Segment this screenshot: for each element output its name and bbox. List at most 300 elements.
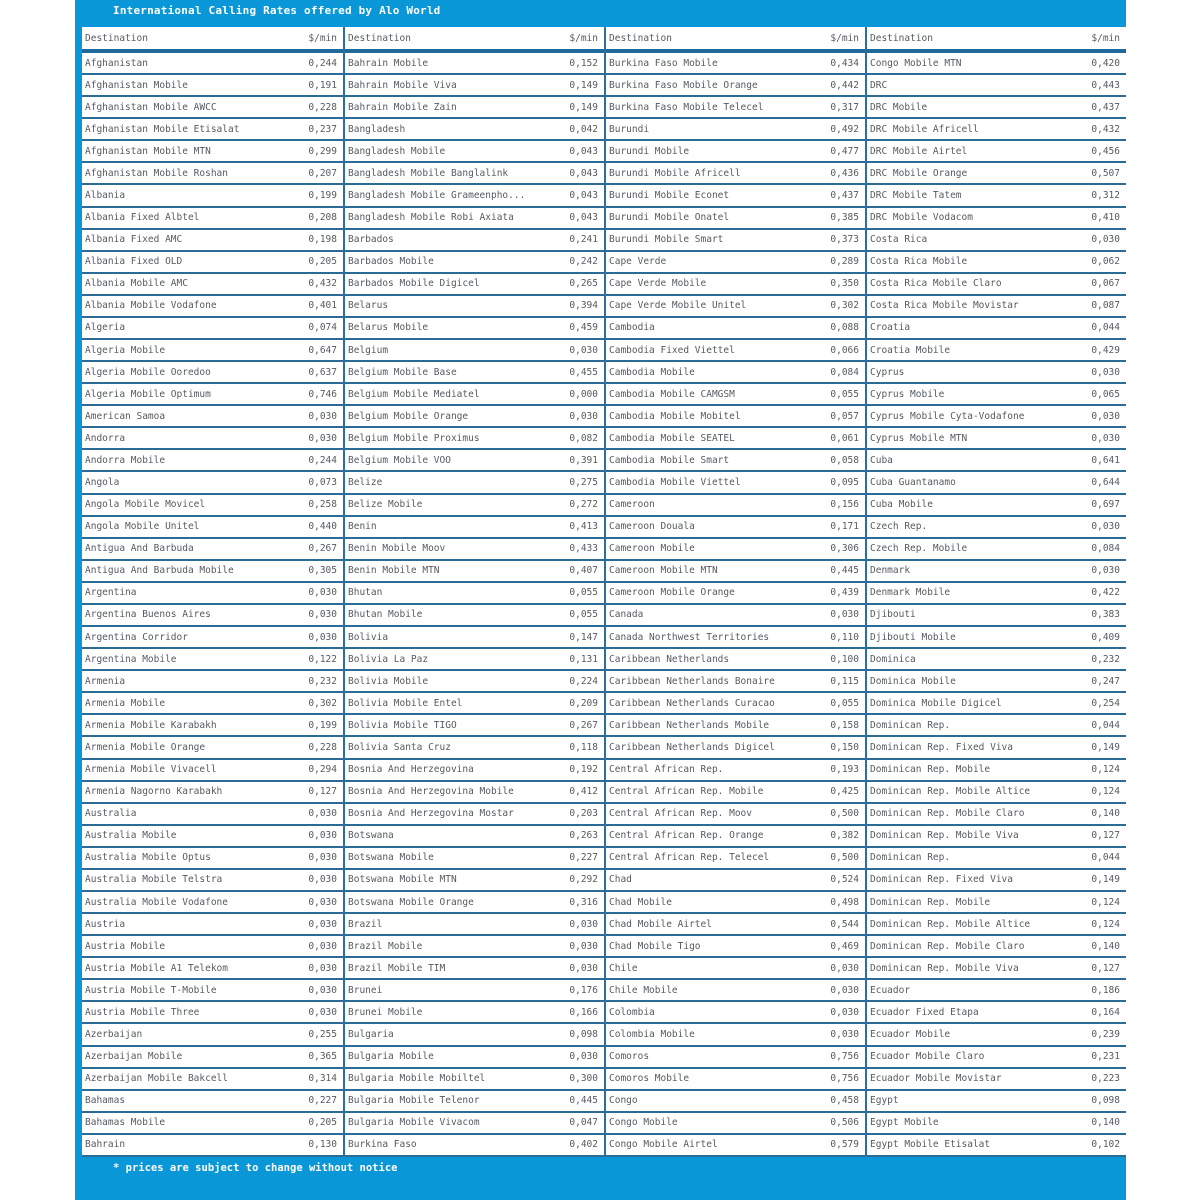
destination-cell: Bangladesh Mobile Grameenpho...	[348, 190, 526, 201]
destination-cell: Australia Mobile Optus	[85, 852, 211, 864]
rate-cell: 0,203	[569, 808, 598, 820]
rate-cell: 0,443	[1091, 79, 1120, 91]
destination-cell: Caribbean Netherlands Digicel	[609, 741, 775, 753]
header-destination: Destination	[870, 32, 933, 44]
destination-cell: Albania Fixed Albtel	[85, 212, 200, 224]
table-row	[345, 1113, 604, 1135]
rate-cell: 0,030	[308, 852, 337, 864]
rate-cell: 0,066	[830, 344, 859, 356]
rate-cell: 0,044	[1091, 719, 1120, 731]
table-header-row	[82, 27, 343, 53]
destination-cell: Cambodia Fixed Viettel	[609, 344, 735, 356]
table-row	[606, 185, 865, 207]
rate-cell: 0,267	[569, 719, 598, 731]
rate-cell: 0,030	[1091, 521, 1120, 533]
destination-cell: Angola Mobile Unitel	[85, 521, 200, 533]
destination-cell: Argentina Corridor	[85, 631, 188, 643]
rate-cell: 0,030	[308, 432, 337, 444]
table-row	[345, 737, 604, 759]
table-row	[345, 1091, 604, 1113]
table-row	[82, 649, 343, 671]
rate-cell: 0,746	[308, 388, 337, 400]
destination-cell: Argentina	[85, 587, 137, 599]
table-row	[867, 1091, 1126, 1113]
destination-cell: Austria Mobile T-Mobile	[85, 984, 217, 996]
table-row	[606, 97, 865, 119]
header-destination: Destination	[348, 32, 411, 44]
rate-cell: 0,244	[308, 57, 337, 69]
rate-cell: 0,030	[1091, 366, 1120, 378]
destination-cell: Croatia Mobile	[870, 344, 951, 356]
destination-cell: Dominican Rep.	[870, 719, 951, 731]
destination-cell: Armenia Mobile Orange	[85, 741, 206, 753]
destination-cell: Afghanistan Mobile AWCC	[85, 101, 217, 113]
rate-cell: 0,641	[1091, 454, 1120, 466]
rate-cell: 0,265	[569, 278, 598, 290]
table-row	[867, 649, 1126, 671]
rate-cell: 0,524	[830, 874, 859, 886]
destination-cell: Antigua And Barbuda	[85, 543, 194, 555]
rate-cell: 0,030	[569, 962, 598, 974]
rate-cell: 0,147	[569, 631, 598, 643]
table-row	[867, 693, 1126, 715]
rate-cell: 0,425	[830, 786, 859, 798]
destination-cell: Austria Mobile A1 Telekom	[85, 962, 228, 974]
rate-cell: 0,124	[1091, 896, 1120, 908]
table-row	[867, 495, 1126, 517]
rate-cell: 0,239	[1091, 1028, 1120, 1040]
rate-cell: 0,095	[830, 477, 859, 489]
rate-cell: 0,292	[569, 874, 598, 886]
table-row	[82, 693, 343, 715]
rate-cell: 0,267	[308, 543, 337, 555]
destination-cell: Armenia Mobile	[85, 697, 166, 709]
table-row	[606, 230, 865, 252]
destination-cell: Dominican Rep. Mobile Claro	[870, 808, 1025, 820]
table-row	[345, 53, 604, 75]
table-header-row	[867, 27, 1126, 53]
table-row	[82, 340, 343, 362]
table-row	[867, 1113, 1126, 1135]
table-row	[606, 848, 865, 870]
rates-panel	[75, 0, 1126, 1200]
rate-cell: 0,030	[308, 962, 337, 974]
table-row	[867, 760, 1126, 782]
table-row	[345, 1024, 604, 1046]
destination-cell: Bangladesh Mobile Banglalink	[348, 167, 509, 179]
destination-cell: Armenia Nagorno Karabakh	[85, 786, 223, 798]
destination-cell: Ecuador Fixed Etapa	[870, 1006, 979, 1018]
table-row	[606, 75, 865, 97]
rate-cell: 0,199	[308, 190, 337, 201]
rate-cell: 0,124	[1091, 918, 1120, 930]
rate-cell: 0,223	[1091, 1073, 1120, 1085]
rate-cell: 0,255	[308, 1028, 337, 1040]
destination-cell: Colombia Mobile	[609, 1028, 695, 1040]
rate-cell: 0,140	[1091, 940, 1120, 952]
destination-cell: Bhutan	[348, 587, 383, 599]
table-row	[867, 914, 1126, 936]
table-row	[345, 97, 604, 119]
rate-cell: 0,102	[1091, 1139, 1120, 1151]
destination-cell: Andorra	[85, 432, 126, 444]
rate-cell: 0,507	[1091, 167, 1120, 179]
table-row	[82, 826, 343, 848]
rate-cell: 0,394	[569, 300, 598, 312]
destination-cell: Brazil Mobile TIM	[348, 962, 446, 974]
rate-cell: 0,000	[569, 388, 598, 400]
rate-cell: 0,254	[1091, 697, 1120, 709]
rate-cell: 0,088	[830, 322, 859, 334]
destination-cell: Colombia	[609, 1006, 655, 1018]
destination-cell: Bahrain Mobile Zain	[348, 101, 457, 113]
table-row	[345, 958, 604, 980]
destination-cell: Botswana Mobile	[348, 852, 434, 864]
table-row	[345, 980, 604, 1002]
rate-cell: 0,244	[308, 454, 337, 466]
destination-cell: Bosnia And Herzegovina Mobile	[348, 786, 514, 798]
rate-cell: 0,030	[308, 631, 337, 643]
rate-cell: 0,115	[830, 675, 859, 687]
destination-cell: DRC Mobile Airtel	[870, 145, 968, 157]
rate-cell: 0,150	[830, 741, 859, 753]
rate-cell: 0,118	[569, 741, 598, 753]
table-header-row	[606, 27, 865, 53]
destination-cell: DRC Mobile Africell	[870, 123, 979, 135]
table-row	[345, 163, 604, 185]
destination-cell: Dominican Rep. Mobile Claro	[870, 940, 1025, 952]
destination-cell: Costa Rica Mobile	[870, 256, 968, 268]
table-row	[345, 583, 604, 605]
destination-cell: Barbados	[348, 234, 394, 246]
destination-cell: Djibouti Mobile	[870, 631, 956, 643]
rate-cell: 0,198	[308, 234, 337, 246]
rates-column-2	[343, 27, 604, 1157]
destination-cell: DRC Mobile Orange	[870, 167, 968, 179]
destination-cell: Cyprus Mobile	[870, 388, 945, 400]
rate-cell: 0,437	[830, 190, 859, 201]
destination-cell: Central African Rep. Telecel	[609, 852, 770, 864]
rate-cell: 0,383	[1091, 609, 1120, 621]
rate-cell: 0,227	[308, 1095, 337, 1107]
rate-cell: 0,305	[308, 565, 337, 577]
table-row	[606, 936, 865, 958]
destination-cell: Angola	[85, 477, 120, 489]
destination-cell: Angola Mobile Movicel	[85, 499, 206, 511]
table-row	[867, 472, 1126, 494]
rate-cell: 0,432	[1091, 123, 1120, 135]
rate-cell: 0,289	[830, 256, 859, 268]
destination-cell: Costa Rica	[870, 234, 928, 246]
table-row	[345, 406, 604, 428]
table-row	[82, 428, 343, 450]
destination-cell: Brazil	[348, 918, 383, 930]
rate-cell: 0,030	[308, 874, 337, 886]
table-row	[82, 517, 343, 539]
destination-cell: Egypt Mobile	[870, 1117, 939, 1129]
table-row	[606, 318, 865, 340]
destination-cell: Cambodia Mobile SEATEL	[609, 432, 735, 444]
table-row	[82, 561, 343, 583]
table-row	[606, 737, 865, 759]
rate-cell: 0,030	[830, 1028, 859, 1040]
rate-cell: 0,312	[1091, 190, 1120, 201]
table-row	[82, 671, 343, 693]
rate-cell: 0,156	[830, 499, 859, 511]
table-row	[82, 230, 343, 252]
destination-cell: Antigua And Barbuda Mobile	[85, 565, 234, 577]
destination-cell: Azerbaijan	[85, 1028, 143, 1040]
destination-cell: Belgium Mobile VOO	[348, 454, 451, 466]
table-row	[867, 1135, 1126, 1157]
rate-cell: 0,127	[1091, 830, 1120, 842]
rate-cell: 0,637	[308, 366, 337, 378]
destination-cell: Belize	[348, 477, 383, 489]
rate-cell: 0,061	[830, 432, 859, 444]
destination-cell: Dominican Rep. Mobile Viva	[870, 830, 1019, 842]
table-row	[345, 914, 604, 936]
table-row	[345, 318, 604, 340]
destination-cell: Bahrain Mobile	[348, 57, 429, 69]
table-row	[82, 296, 343, 318]
rate-cell: 0,030	[1091, 234, 1120, 246]
table-row	[606, 472, 865, 494]
destination-cell: Dominican Rep. Mobile Viva	[870, 962, 1019, 974]
table-row	[606, 274, 865, 296]
destination-cell: Congo Mobile MTN	[870, 57, 962, 69]
destination-cell: Caribbean Netherlands Bonaire	[609, 675, 775, 687]
rate-cell: 0,082	[569, 432, 598, 444]
table-row	[82, 362, 343, 384]
rate-cell: 0,030	[308, 918, 337, 930]
destination-cell: Belize Mobile	[348, 499, 423, 511]
table-row	[867, 980, 1126, 1002]
destination-cell: Afghanistan Mobile MTN	[85, 145, 211, 157]
table-row	[345, 119, 604, 141]
rate-cell: 0,241	[569, 234, 598, 246]
rate-cell: 0,055	[830, 697, 859, 709]
destination-cell: Australia Mobile	[85, 830, 177, 842]
table-row	[82, 406, 343, 428]
rate-cell: 0,445	[830, 565, 859, 577]
rate-cell: 0,110	[830, 631, 859, 643]
destination-cell: Burkina Faso Mobile	[609, 57, 718, 69]
destination-cell: Burundi Mobile Africell	[609, 167, 741, 179]
rate-cell: 0,407	[569, 565, 598, 577]
rate-cell: 0,030	[569, 344, 598, 356]
header-destination: Destination	[609, 32, 672, 44]
table-row	[345, 715, 604, 737]
destination-cell: Dominican Rep. Mobile	[870, 764, 991, 776]
table-row	[82, 97, 343, 119]
table-row	[345, 826, 604, 848]
table-row	[82, 958, 343, 980]
destination-cell: Bolivia Mobile Entel	[348, 697, 463, 709]
destination-cell: Costa Rica Mobile Movistar	[870, 300, 1019, 312]
destination-cell: Bulgaria Mobile Vivacom	[348, 1117, 480, 1129]
rate-cell: 0,055	[569, 587, 598, 599]
table-row	[606, 605, 865, 627]
destination-cell: Belgium Mobile Mediatel	[348, 388, 480, 400]
table-row	[345, 428, 604, 450]
table-row	[867, 1047, 1126, 1069]
rate-cell: 0,030	[830, 1006, 859, 1018]
destination-cell: Costa Rica Mobile Claro	[870, 278, 1002, 290]
table-row	[606, 627, 865, 649]
rate-cell: 0,030	[308, 830, 337, 842]
rate-cell: 0,098	[569, 1028, 598, 1040]
destination-cell: Bosnia And Herzegovina	[348, 764, 474, 776]
rate-cell: 0,228	[308, 101, 337, 113]
table-row	[867, 737, 1126, 759]
table-row	[606, 561, 865, 583]
table-row	[606, 804, 865, 826]
table-row	[606, 914, 865, 936]
rate-cell: 0,030	[830, 984, 859, 996]
rate-cell: 0,073	[308, 477, 337, 489]
rate-cell: 0,084	[830, 366, 859, 378]
destination-cell: Bolivia Santa Cruz	[348, 741, 451, 753]
destination-cell: Ecuador Mobile Movistar	[870, 1073, 1002, 1085]
destination-cell: Caribbean Netherlands	[609, 653, 730, 665]
table-row	[82, 495, 343, 517]
rate-cell: 0,130	[308, 1139, 337, 1151]
destination-cell: Austria Mobile	[85, 940, 166, 952]
destination-cell: Albania Mobile AMC	[85, 278, 188, 290]
destination-cell: Comoros Mobile	[609, 1073, 690, 1085]
rate-cell: 0,402	[569, 1139, 598, 1151]
destination-cell: Dominica Mobile Digicel	[870, 697, 1002, 709]
table-row	[867, 804, 1126, 826]
rate-cell: 0,124	[1091, 764, 1120, 776]
destination-cell: Cameroon Mobile MTN	[609, 565, 718, 577]
table-row	[606, 495, 865, 517]
destination-cell: Dominican Rep. Mobile Altice	[870, 918, 1031, 930]
destination-cell: Albania Fixed OLD	[85, 256, 183, 268]
rate-cell: 0,192	[569, 764, 598, 776]
destination-cell: Bahrain Mobile Viva	[348, 79, 457, 91]
destination-cell: Chad Mobile Tigo	[609, 940, 701, 952]
destination-cell: Chile	[609, 962, 638, 974]
rate-cell: 0,445	[569, 1095, 598, 1107]
rate-cell: 0,042	[569, 123, 598, 135]
destination-cell: Cameroon Mobile	[609, 543, 695, 555]
table-row	[345, 362, 604, 384]
table-row	[345, 1002, 604, 1024]
rate-cell: 0,437	[1091, 101, 1120, 113]
table-row	[606, 1002, 865, 1024]
destination-cell: Caribbean Netherlands Curacao	[609, 697, 775, 709]
destination-cell: Barbados Mobile	[348, 256, 434, 268]
table-row	[82, 119, 343, 141]
rate-cell: 0,544	[830, 918, 859, 930]
rate-cell: 0,433	[569, 543, 598, 555]
rate-cell: 0,058	[830, 454, 859, 466]
destination-cell: Dominica Mobile	[870, 675, 956, 687]
destination-cell: Ecuador Mobile	[870, 1028, 951, 1040]
destination-cell: Ecuador	[870, 984, 911, 996]
rate-cell: 0,391	[569, 454, 598, 466]
destination-cell: Belarus	[348, 300, 389, 312]
rate-cell: 0,176	[569, 984, 598, 996]
table-row	[867, 75, 1126, 97]
destination-cell: Canada Northwest Territories	[609, 631, 770, 643]
table-row	[345, 450, 604, 472]
rate-cell: 0,030	[1091, 565, 1120, 577]
rate-cell: 0,043	[569, 167, 598, 179]
table-row	[345, 671, 604, 693]
table-row	[606, 428, 865, 450]
rates-column-1	[82, 27, 343, 1157]
rate-cell: 0,067	[1091, 278, 1120, 290]
destination-cell: DRC Mobile	[870, 101, 928, 113]
rate-cell: 0,458	[830, 1095, 859, 1107]
table-row	[345, 296, 604, 318]
destination-cell: Benin Mobile Moov	[348, 543, 446, 555]
table-row	[82, 472, 343, 494]
table-row	[82, 848, 343, 870]
destination-cell: Austria Mobile Three	[85, 1006, 200, 1018]
destination-cell: Burundi Mobile Onatel	[609, 212, 730, 224]
table-row	[867, 936, 1126, 958]
destination-cell: Armenia	[85, 675, 126, 687]
destination-cell: Barbados Mobile Digicel	[348, 278, 480, 290]
destination-cell: Algeria Mobile Ooredoo	[85, 366, 211, 378]
table-row	[606, 384, 865, 406]
rate-cell: 0,171	[830, 521, 859, 533]
destination-cell: Cameroon	[609, 499, 655, 511]
table-row	[867, 517, 1126, 539]
rates-table	[82, 27, 1126, 1157]
rate-cell: 0,442	[830, 79, 859, 91]
table-header-row	[345, 27, 604, 53]
rate-cell: 0,232	[308, 675, 337, 687]
table-row	[867, 782, 1126, 804]
rate-cell: 0,205	[308, 1117, 337, 1129]
destination-cell: Algeria	[85, 322, 126, 334]
rate-cell: 0,149	[569, 79, 598, 91]
table-row	[82, 1024, 343, 1046]
rate-cell: 0,149	[1091, 741, 1120, 753]
table-row	[82, 1069, 343, 1091]
table-row	[82, 208, 343, 230]
destination-cell: Chad	[609, 874, 632, 886]
table-row	[867, 715, 1126, 737]
table-row	[82, 980, 343, 1002]
rate-cell: 0,030	[1091, 410, 1120, 422]
destination-cell: American Samoa	[85, 410, 166, 422]
rate-cell: 0,057	[830, 410, 859, 422]
destination-cell: Argentina Buenos Aires	[85, 609, 211, 621]
table-row	[82, 185, 343, 207]
rate-cell: 0,149	[569, 101, 598, 113]
table-row	[606, 539, 865, 561]
destination-cell: Bangladesh Mobile	[348, 145, 446, 157]
table-row	[606, 141, 865, 163]
rate-cell: 0,350	[830, 278, 859, 290]
table-row	[345, 1069, 604, 1091]
table-row	[867, 428, 1126, 450]
rate-cell: 0,209	[569, 697, 598, 709]
table-row	[82, 163, 343, 185]
rate-cell: 0,055	[830, 388, 859, 400]
table-row	[345, 870, 604, 892]
rate-cell: 0,506	[830, 1117, 859, 1129]
rate-cell: 0,306	[830, 543, 859, 555]
rate-cell: 0,385	[830, 212, 859, 224]
destination-cell: Botswana Mobile Orange	[348, 896, 474, 908]
rate-cell: 0,087	[1091, 300, 1120, 312]
